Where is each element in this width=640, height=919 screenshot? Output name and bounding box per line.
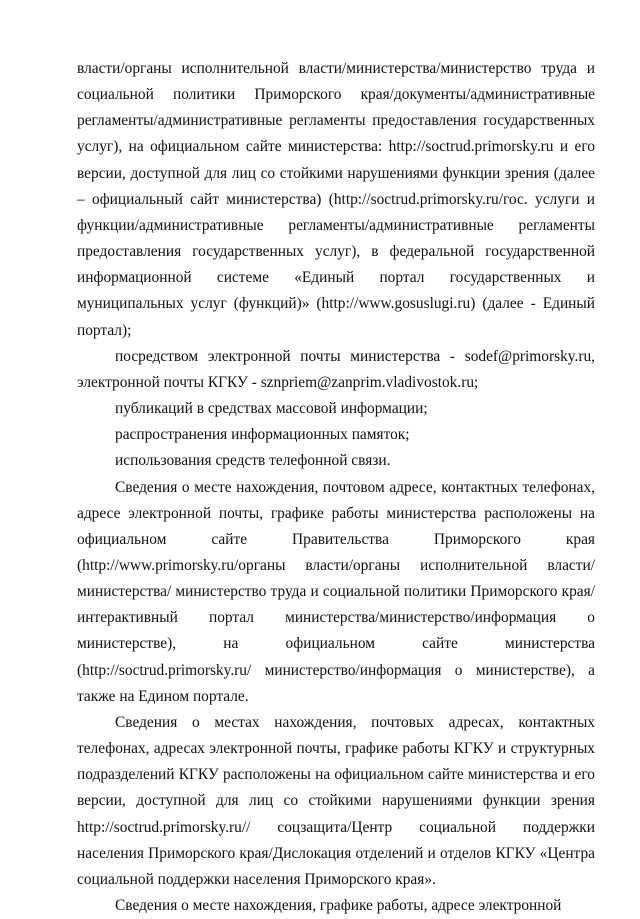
paragraph-telephone: использования средств телефонной связи. [115, 452, 391, 470]
paragraph-info-leaflets: распространения информационных памяток; [115, 426, 410, 444]
paragraph-email-contacts: посредством электронной почты министерства - sodef@primorsky.ru, электронной почты КГКУ - sznpriem@zanprim.vladivostok.ru; [77, 347, 595, 391]
paragraph-continuation: власти/органы исполнительной власти/министерства/министерство труда и социальной политики Приморского края/документы/административные регламенты/административные регламенты предоставления государственных услуг), на официальном сайте министерства: http://soctrud.primorsky.ru и его версии, доступной для лиц со стойкими нарушениями функции зрения (далее – официальный сайт министерства) (http://soctrud.primorsky.ru/гос. услуги и функции/административные регламенты/административные регламенты предоставления государственных услуг), в федеральной государственной информационной системе «Единый портал государственных и муниципальных услуг (функций)» (http://www.gosuslugi.ru) (далее - Единый портал); [77, 60, 595, 339]
document-body [77, 56, 595, 919]
paragraph-kgku-locations: Сведения о местах нахождения, почтовых адресах, контактных телефонах, адресах электронной почты, графике работы КГКУ и структурных подразделений КГКУ расположены на официальном сайте министерства и его версии, доступной для лиц со стойкими нарушениями функции зрения http://soctrud.primorsky.ru// соцзащита/Центр социальной поддержки населения Приморского края/Дислокация отделений и отделов КГКУ «Центра социальной поддержки населения Приморского края». [77, 713, 595, 888]
paragraph-mass-media: публикаций в средствах массовой информации; [115, 400, 428, 418]
paragraph-ministry-location: Сведения о месте нахождения, почтовом адресе, контактных телефонах, адресе электронной почты, графике работы министерства расположены на официальном сайте Правительства Приморского края (http://www.primorsky.ru/органы власти/органы исполнительной власти/ министерства/ министерство труда и социальной политики Приморского края/интерактивный портал министерства/министерство/информация о министерстве), на официальном сайте министерства (http://soctrud.primorsky.ru/ министерство/информация о министерстве), а также на Едином портале. [77, 478, 595, 705]
paragraph-last-fragment: Сведения о месте нахождения, графике работы, адресе электронной [115, 897, 562, 914]
